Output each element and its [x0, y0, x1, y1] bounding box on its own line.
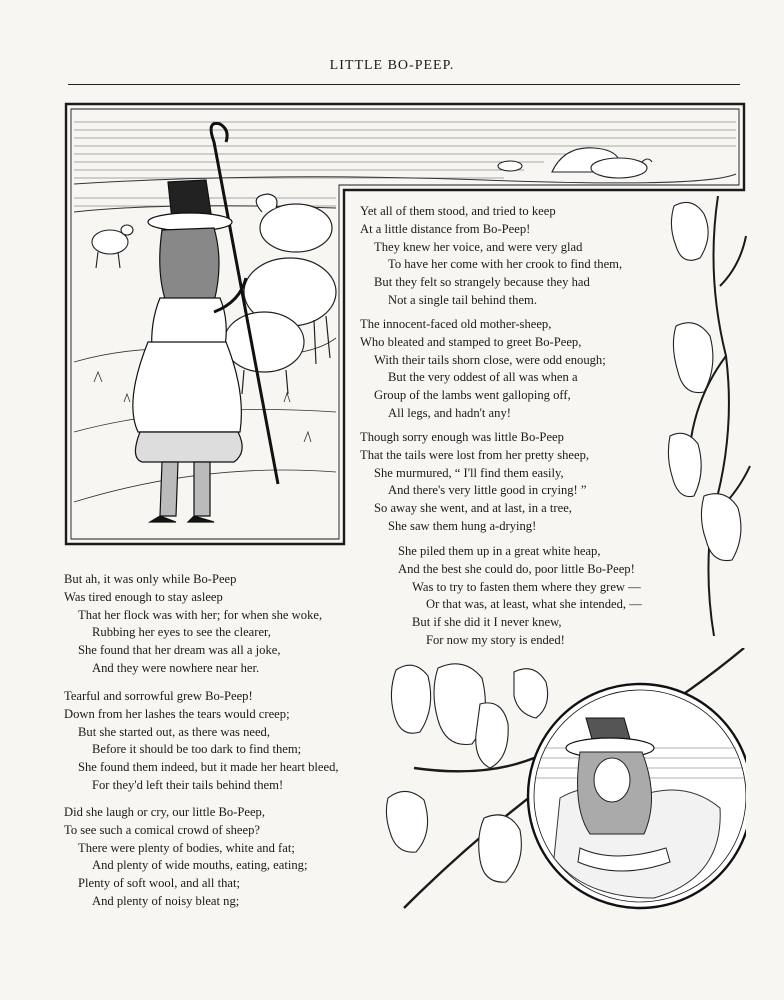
line: And plenty of wide mouths, eating, eating;: [92, 858, 308, 873]
line: But if she did it I never knew,: [412, 615, 562, 630]
line: To see such a comical crowd of sheep?: [64, 822, 260, 837]
line: Plenty of soft wool, and all that;: [78, 876, 240, 891]
line: The innocent-faced old mother-sheep,: [360, 317, 552, 331]
wool-tufts: [668, 202, 741, 560]
line: With their tails shorn close, were odd enough;: [374, 352, 606, 367]
stanza-5: [64, 571, 322, 678]
line: Not a single tail behind them.: [388, 292, 537, 307]
line: But the very oddest of all was when a: [388, 370, 578, 385]
line: Down from her lashes the tears would creep;: [64, 706, 290, 721]
line: That the tails were lost from her pretty sheep,: [360, 447, 590, 462]
line: That her flock was with her; for when she woke,: [78, 607, 323, 622]
line: All legs, and hadn't any!: [388, 405, 511, 420]
line: Was tired enough to stay asleep: [64, 589, 223, 604]
stanza-1: [360, 203, 622, 310]
line: Group of the lambs went galloping off,: [374, 388, 571, 403]
page-header: LITTLE BO-PEEP.: [329, 58, 455, 73]
wool-vine-ornament: [666, 196, 754, 636]
line: There were plenty of bodies, white and fat;: [78, 840, 295, 855]
line: Yet all of them stood, and tried to keep: [360, 204, 556, 218]
line: At a little distance from Bo-Peep!: [360, 221, 531, 236]
stanza-3: [360, 429, 589, 536]
resting-lamb: [498, 148, 652, 178]
stanza-2: [360, 316, 606, 423]
line: To have her come with her crook to find them,: [388, 257, 623, 272]
line: She found them indeed, but it made her heart bleed,: [78, 760, 339, 775]
line: For now my story is ended!: [426, 632, 565, 647]
header-rule: [68, 84, 740, 85]
line: She saw them hung a-drying!: [388, 518, 537, 533]
stanza-7: [64, 804, 307, 911]
line: Tearful and sorrowful grew Bo-Peep!: [64, 689, 253, 703]
stanza-4: [398, 543, 642, 650]
line: She found that her dream was all a joke,: [78, 643, 281, 658]
line: Or that was, at least, what she intended, —: [426, 597, 642, 612]
line: So away she went, and at last, in a tree,: [374, 501, 572, 516]
line: And plenty of noisy bleat ng;: [92, 893, 240, 908]
bo-peep-figure: [133, 180, 246, 522]
line: And the best she could do, poor little Bo-Peep!: [398, 561, 635, 576]
line: She piled them up in a great white heap,: [398, 544, 601, 558]
branch-roundel-illustration: [384, 648, 746, 920]
line: But she started out, as there was need,: [78, 724, 270, 739]
line: Rubbing her eyes to see the clearer,: [92, 625, 271, 640]
line: Was to try to fasten them where they grew —: [412, 579, 641, 594]
line: For they'd left their tails behind them!: [92, 777, 284, 792]
sheep-flock: [224, 194, 336, 394]
line: But they felt so strangely because they had: [374, 275, 590, 290]
line: But ah, it was only while Bo-Peep: [64, 572, 237, 586]
stanza-6: [64, 688, 339, 795]
line: Though sorry enough was little Bo-Peep: [360, 430, 564, 444]
sheep-far-left: [92, 225, 133, 268]
bo-peep-roundel: [528, 684, 746, 908]
line: And there's very little good in crying! ”: [388, 483, 587, 498]
line: And they were nowhere near her.: [92, 660, 260, 675]
line: Who bleated and stamped to greet Bo-Peep,: [360, 334, 582, 349]
line: Before it should be too dark to find them;: [92, 742, 302, 757]
line: Did she laugh or cry, our little Bo-Peep,: [64, 805, 265, 819]
line: They knew her voice, and were very glad: [374, 239, 583, 254]
line: She murmured, “ I'll find them easily,: [374, 465, 564, 480]
